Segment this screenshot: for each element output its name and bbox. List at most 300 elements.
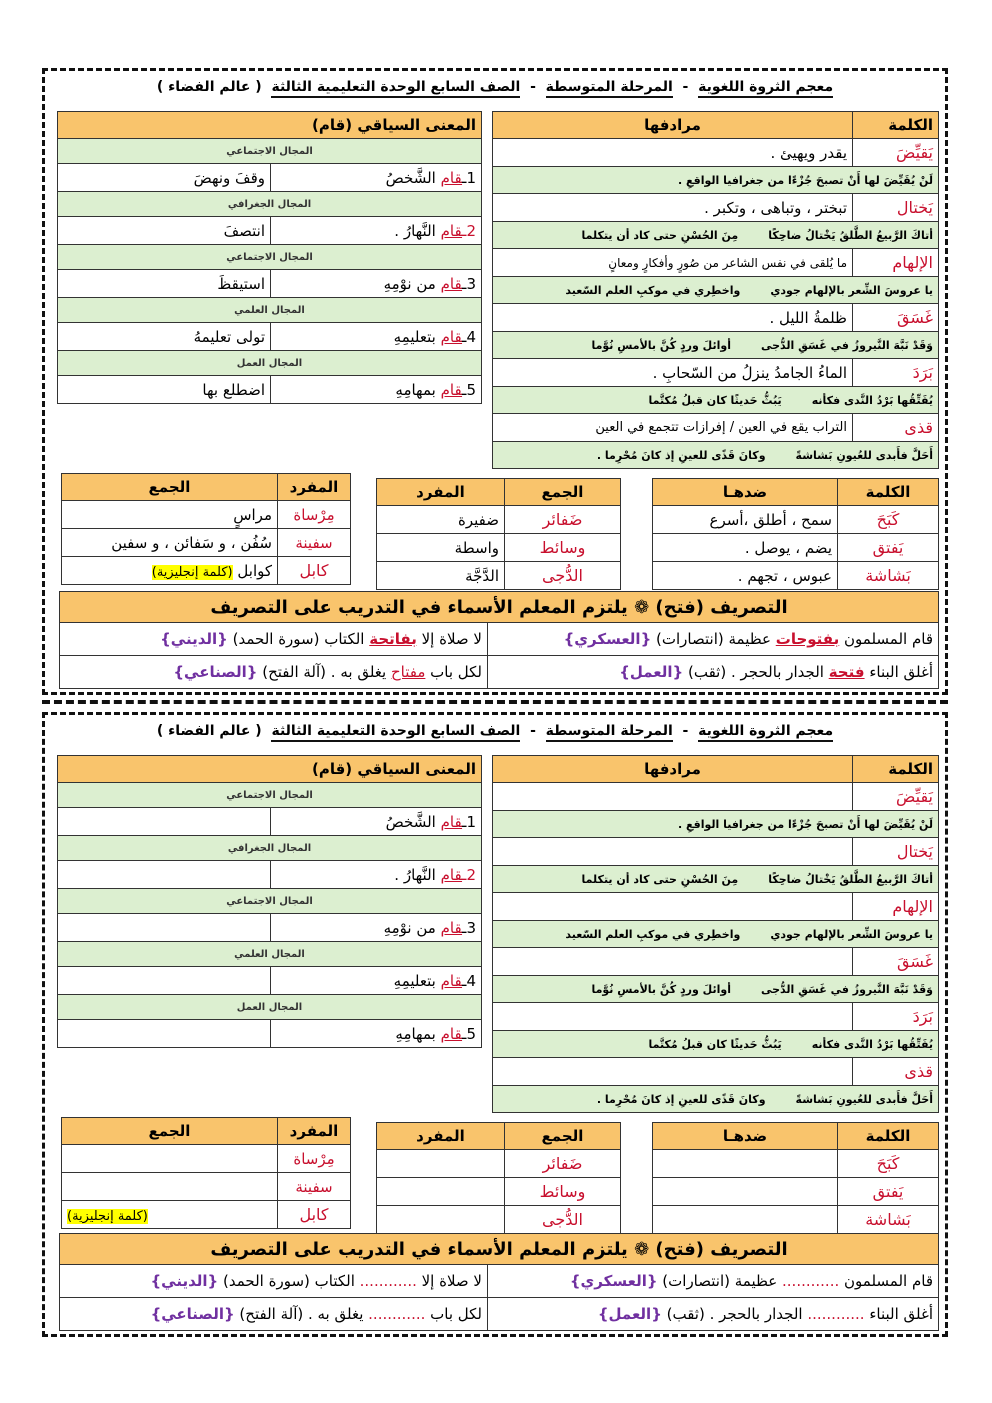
text-span: 3ـ xyxy=(462,918,476,937)
text-span: قام xyxy=(440,380,463,399)
table-cell xyxy=(493,976,939,1003)
text-span: واخطِري في موكبِ العلم السّعيد xyxy=(565,927,741,941)
table-cell xyxy=(62,1201,278,1229)
text-span: مِنَ الحُسْنِ حتى كاد أن يتكلما xyxy=(581,872,739,886)
text-span: {الصناعي} xyxy=(173,663,258,681)
table-cell xyxy=(493,1031,939,1058)
table-cell xyxy=(62,557,278,585)
text-span: النَّهارُ . xyxy=(394,865,441,884)
table-cell: الجمع xyxy=(62,474,278,501)
table-row xyxy=(58,808,482,836)
table-row xyxy=(58,1020,482,1048)
text-span: أَحَلَّ فأَبدى للعُيونِ بَشاشةً xyxy=(795,448,933,462)
text-span: معجم الثروة اللغوية xyxy=(698,723,833,742)
table-row xyxy=(377,479,621,506)
text-span: أوائلَ وردٍ كُنَّ بالأمسِ نُوَّما xyxy=(591,338,731,352)
table-row xyxy=(62,1201,351,1229)
cut-line xyxy=(42,700,948,704)
col-word: الكلمة xyxy=(853,112,939,139)
answer-field[interactable] xyxy=(58,808,271,836)
text-span: الشَّخصُ xyxy=(385,168,441,187)
worksheet-filled xyxy=(42,68,948,695)
table-cell xyxy=(60,1265,488,1298)
context-row xyxy=(58,164,482,192)
text-span: قام xyxy=(440,812,463,831)
table-row xyxy=(58,298,482,323)
table-cell: انتصفَ xyxy=(58,217,271,245)
table-row xyxy=(58,914,482,942)
morph-table xyxy=(59,591,939,689)
context-row xyxy=(58,270,482,298)
answer-field[interactable] xyxy=(493,783,853,811)
worksheet-blank xyxy=(42,712,948,1337)
text-span: يا عروسَ الشِّعر بالإلهام جودي xyxy=(770,283,933,297)
table-cell: مراسٍ xyxy=(62,501,278,529)
text-span: وكانَ قَذًى للعينِ إذ كانَ مُحْرِما . xyxy=(596,448,766,462)
table-row xyxy=(62,557,351,585)
answer-field[interactable] xyxy=(493,1058,853,1086)
table-row xyxy=(653,1123,939,1150)
text-span: 5ـ xyxy=(462,380,476,399)
table-cell xyxy=(493,442,939,469)
text-span: يَبُثُّ حَديثًا كان قبلُ مُكتَّما xyxy=(648,1037,782,1051)
table-cell: وقفَ ونهضَ xyxy=(58,164,271,192)
table-row xyxy=(493,783,939,811)
table-cell: يَقيِّضَ xyxy=(853,783,939,811)
text-span: قام xyxy=(440,1024,463,1043)
table-row xyxy=(58,889,482,914)
table-row xyxy=(493,893,939,921)
text-span: أغلق البناء xyxy=(864,1305,933,1323)
table-cell: الدُّجى xyxy=(505,562,621,590)
text-span: وَقَدْ نَبَّهَ النَّيروزُ في غَسَقِ الدُّجى xyxy=(761,982,933,996)
table-row xyxy=(58,756,482,783)
table-cell xyxy=(271,164,482,192)
table-row xyxy=(62,1118,351,1145)
vocab-row xyxy=(493,359,939,387)
table-row xyxy=(377,1150,621,1178)
table-cell xyxy=(493,222,939,249)
text-span: {العسكري} xyxy=(563,630,652,648)
table-cell: المجال العمل xyxy=(58,351,482,376)
table-cell: يَفتق xyxy=(838,1178,939,1206)
antonyms-table xyxy=(652,478,939,590)
table-cell: الإلهام xyxy=(853,249,939,277)
antonyms-table-blank xyxy=(652,1122,939,1234)
context-row xyxy=(58,323,482,351)
blank-field[interactable]: ............ xyxy=(368,1305,426,1323)
table-cell: ضدهـا xyxy=(653,1123,838,1150)
vocab-row xyxy=(493,414,939,442)
table-row xyxy=(493,948,939,976)
table-cell: المجال العمل xyxy=(58,995,482,1020)
table-cell xyxy=(493,332,939,359)
table-row xyxy=(60,623,939,656)
table-cell: يَقيِّضَ xyxy=(853,139,939,167)
text-span: 4ـ xyxy=(462,971,476,990)
text-span: عظيمة (انتصارات) xyxy=(651,630,776,648)
table-cell: واسطة xyxy=(377,534,505,562)
table-row xyxy=(377,1123,621,1150)
answer-field[interactable] xyxy=(58,861,271,889)
table-row xyxy=(58,112,482,139)
table-cell xyxy=(271,914,482,942)
table-cell: المفرد xyxy=(278,474,351,501)
table-row xyxy=(58,836,482,861)
table-row xyxy=(62,501,351,529)
text-span: أغلق البناء xyxy=(864,663,933,681)
table-cell: مِرْساة xyxy=(278,501,351,529)
table-cell: المجال الاجتماعي xyxy=(58,889,482,914)
table-cell: يضم ، يوصل . xyxy=(653,534,838,562)
text-span: {العسكري} xyxy=(569,1272,658,1290)
sheet-header xyxy=(45,79,945,95)
table-cell: التصريف (فتح) ❁ يلتزم المعلم الأسماء في التدريب على التصريف xyxy=(60,1234,939,1265)
table-cell: بَشاشة xyxy=(838,1206,939,1234)
table-cell: المعنى السياقي (قام) xyxy=(58,756,482,783)
table-cell: المجال الجغرافي xyxy=(58,836,482,861)
text-span: الصف السابع الوحدة التعليمية الثالثة xyxy=(271,723,520,742)
text-span: عظيمة (انتصارات) xyxy=(657,1272,783,1290)
answer-field[interactable] xyxy=(58,1020,271,1048)
text-span: أَحَلَّ فأَبدى للعُيونِ بَشاشةً xyxy=(795,1092,933,1106)
plural-table-blank xyxy=(376,1122,621,1234)
table-row xyxy=(58,245,482,270)
text-span: بمهامِهِ xyxy=(395,380,441,399)
context-row xyxy=(58,217,482,245)
poem-row xyxy=(493,167,939,194)
header-title: معجم الثروة اللغوية xyxy=(698,79,833,98)
answer-field[interactable] xyxy=(62,1145,278,1173)
text-span: قام xyxy=(440,274,463,293)
blank-field[interactable]: ............ xyxy=(359,1272,417,1290)
context-table-blank xyxy=(57,755,482,1048)
table-cell: كابل xyxy=(278,1201,351,1229)
table-row xyxy=(493,866,939,893)
table-row xyxy=(60,656,939,689)
table-cell xyxy=(493,921,939,948)
blank-field[interactable]: ............ xyxy=(807,1305,865,1323)
table-row xyxy=(58,351,482,376)
text-span: لكل باب xyxy=(425,663,482,681)
table-cell: ضَفائر xyxy=(505,506,621,534)
table-cell: المجال الاجتماعي xyxy=(58,139,482,164)
table-cell xyxy=(493,277,939,304)
text-span: كوابل xyxy=(237,561,272,580)
table-cell: مرادفها xyxy=(493,756,853,783)
table-cell: مِرْساة xyxy=(278,1145,351,1173)
text-span: 4ـ xyxy=(462,327,476,346)
text-span: لَنْ يُقَيِّضَ لها أَنْ تصبحَ جُزْءًا من جغرافيا الواقعِ . xyxy=(677,173,933,187)
text-span: مفتاح xyxy=(390,663,426,681)
table-cell xyxy=(60,623,488,656)
text-span: الجدار بالحجر . (ثقب) xyxy=(661,1305,808,1323)
table-cell: بَرَدَ xyxy=(853,1003,939,1031)
table-cell: الدُّجى xyxy=(505,1206,621,1234)
table-row xyxy=(62,1173,351,1201)
table-row xyxy=(493,811,939,838)
answer-field[interactable] xyxy=(493,838,853,866)
table-cell: يَختال xyxy=(853,838,939,866)
table-cell: ما يُلقى في نفس الشاعر من صُورٍ وأفكارٍ ومعانٍ xyxy=(493,249,853,277)
table-cell xyxy=(271,861,482,889)
table-cell: الإلهام xyxy=(853,893,939,921)
table-cell: الدَّجَّة xyxy=(377,562,505,590)
table-row xyxy=(62,529,351,557)
text-span: واخطِري في موكبِ العلم السّعيد xyxy=(565,283,741,297)
text-span: (كلمة إنجليزية) xyxy=(67,1208,148,1224)
text-span: بتعليمِهِ xyxy=(393,327,441,346)
table-row xyxy=(493,756,939,783)
table-cell: عبوس ، تجهم . xyxy=(653,562,838,590)
table-cell: قذى xyxy=(853,1058,939,1086)
text-span: فتحة xyxy=(828,663,865,681)
answer-field[interactable] xyxy=(58,967,271,995)
answer-field[interactable] xyxy=(653,1178,838,1206)
table-cell xyxy=(493,387,939,414)
table-row xyxy=(377,506,621,534)
text-span: يَبُثُّ حَديثًا كان قبلُ مُكتَّما xyxy=(648,393,782,407)
morph-table-blank xyxy=(59,1233,939,1331)
text-span: النَّهارُ . xyxy=(394,221,441,240)
table-cell xyxy=(271,808,482,836)
text-span: يا عروسَ الشِّعر بالإلهام جودي xyxy=(770,927,933,941)
text-span: يغلق به . (آلة الفتح) xyxy=(234,1305,369,1323)
table-cell: بَرَدَ xyxy=(853,359,939,387)
text-span: الكتاب (سورة الحمد) xyxy=(218,1272,360,1290)
text-span: قام المسلمون xyxy=(839,630,933,648)
vocab-table-blank xyxy=(492,755,939,1113)
text-span: لا صلاة إلا xyxy=(416,630,482,648)
table-row xyxy=(60,1234,939,1265)
table-row xyxy=(62,474,351,501)
table-cell xyxy=(493,866,939,893)
poem-row xyxy=(493,387,939,414)
table-cell: الجمع xyxy=(505,479,621,506)
text-span: - xyxy=(530,723,536,739)
answer-field[interactable] xyxy=(62,1173,278,1201)
text-span: 2ـ xyxy=(462,865,476,884)
table-cell: تبختر ، وتباهى ، وتكبر . xyxy=(493,194,853,222)
table-row xyxy=(60,1265,939,1298)
text-span: أوائلَ وردٍ كُنَّ بالأمسِ نُوَّما xyxy=(591,982,731,996)
text-span: قام xyxy=(440,865,463,884)
table-row xyxy=(493,1003,939,1031)
text-span: 2ـ xyxy=(462,221,476,240)
table-cell: يقدر ويهيئ . xyxy=(493,139,853,167)
table-cell: ضَفائر xyxy=(505,1150,621,1178)
table-cell xyxy=(271,1020,482,1048)
table-cell: وسائط xyxy=(505,534,621,562)
blank-field[interactable]: ............ xyxy=(782,1272,840,1290)
answer-field[interactable] xyxy=(493,893,853,921)
table-cell xyxy=(271,270,482,298)
table-cell: المفرد xyxy=(278,1118,351,1145)
table-row xyxy=(493,838,939,866)
text-span: مِنَ الحُسْنِ حتى كاد أن يتكلما xyxy=(581,228,739,242)
text-span: لكل باب xyxy=(425,1305,482,1323)
text-span: {الديني} xyxy=(150,1272,219,1290)
vocab-row xyxy=(493,304,939,332)
vocab-row xyxy=(493,249,939,277)
answer-field[interactable] xyxy=(653,1206,838,1234)
table-row xyxy=(493,1031,939,1058)
table-row xyxy=(653,1178,939,1206)
text-span: 1ـ xyxy=(462,812,476,831)
table-cell: المفرد xyxy=(377,479,505,506)
table-cell: سمح ، أطلق ،أسرع xyxy=(653,506,838,534)
text-span: بتعليمِهِ xyxy=(393,971,441,990)
table-cell xyxy=(271,967,482,995)
table-row xyxy=(62,1145,351,1173)
table-row xyxy=(653,1206,939,1234)
table-row xyxy=(377,562,621,590)
table-cell: اضطلع بها xyxy=(58,376,271,404)
singular-table-blank xyxy=(61,1117,351,1229)
table-cell: استيقظَ xyxy=(58,270,271,298)
table-cell: ضدهـا xyxy=(653,479,838,506)
table-cell: كابل xyxy=(278,557,351,585)
text-span: بفتوحات xyxy=(775,630,840,648)
text-span: قام xyxy=(440,221,463,240)
poem-row xyxy=(493,442,939,469)
morph-title: التصريف (فتح) ❁ يلتزم المعلم الأسماء في التدريب على التصريف xyxy=(60,592,939,623)
text-span: يغلق به . (آلة الفتح) xyxy=(257,663,391,681)
table-row xyxy=(653,506,939,534)
text-span: من نوْمِهِ xyxy=(383,918,441,937)
table-cell: ظلمةُ الليل . xyxy=(493,304,853,332)
table-cell: المفرد xyxy=(377,1123,505,1150)
answer-field[interactable] xyxy=(377,1150,505,1178)
text-span: {العمل} xyxy=(619,663,684,681)
table-row xyxy=(493,921,939,948)
answer-field[interactable] xyxy=(377,1178,505,1206)
vocab-row xyxy=(493,194,939,222)
table-cell xyxy=(60,656,488,689)
table-cell xyxy=(60,1298,488,1331)
table-cell: يَختال xyxy=(853,194,939,222)
text-span: قام المسلمون xyxy=(839,1272,933,1290)
table-cell: الجمع xyxy=(62,1118,278,1145)
text-span: قام xyxy=(440,918,463,937)
table-cell: التراب يقع في العين / إفرازات تتجمع في العين xyxy=(493,414,853,442)
table-row xyxy=(493,1058,939,1086)
text-span: بمهامِهِ xyxy=(395,1024,441,1043)
text-span: وَقَدْ نَبَّهَ النَّيروزُ في غَسَقِ الدُّجى xyxy=(761,338,933,352)
table-cell xyxy=(271,217,482,245)
table-row xyxy=(58,942,482,967)
table-cell: المجال العلمي xyxy=(58,298,482,323)
text-span: يُفَتِّقُها بَرْدُ النَّدى فكأنه xyxy=(811,1037,933,1051)
table-cell: سُفُن ، و سَفائن ، و سفين xyxy=(62,529,278,557)
text-span: أتاكَ الرَّبيعُ الطَّلقُ يَخْتالُ ضاحِكًا xyxy=(768,872,933,886)
table-cell: الكلمة xyxy=(838,479,939,506)
text-span: 3ـ xyxy=(462,274,476,293)
answer-field[interactable] xyxy=(493,1003,853,1031)
text-span: 1ـ xyxy=(462,168,476,187)
poem-row xyxy=(493,332,939,359)
context-row xyxy=(58,376,482,404)
table-cell: المجال الجغرافي xyxy=(58,192,482,217)
text-span: من نوْمِهِ xyxy=(383,274,441,293)
text-span: الجدار بالحجر . (ثقب) xyxy=(683,663,829,681)
header-stage: المرحلة المتوسطة xyxy=(546,79,673,98)
table-cell: الماءُ الجامدُ ينزلُ من السّحابِ . xyxy=(493,359,853,387)
table-cell xyxy=(488,1298,939,1331)
table-cell xyxy=(493,811,939,838)
table-row xyxy=(653,479,939,506)
table-row xyxy=(653,1150,939,1178)
table-cell: كَبَحَ xyxy=(838,1150,939,1178)
table-row xyxy=(493,976,939,1003)
table-cell: غَسَقَ xyxy=(853,304,939,332)
table-cell: تولى تعليمهُ xyxy=(58,323,271,351)
context-table xyxy=(57,111,482,404)
table-cell xyxy=(493,167,939,194)
text-span: 5ـ xyxy=(462,1024,476,1043)
table-cell: المجال الاجتماعي xyxy=(58,783,482,808)
table-cell: المجال الاجتماعي xyxy=(58,245,482,270)
vocab-row xyxy=(493,139,939,167)
table-row xyxy=(58,861,482,889)
text-span: - xyxy=(530,79,536,95)
text-span: لا صلاة إلا xyxy=(416,1272,482,1290)
text-span: بفاتحة xyxy=(369,630,417,648)
table-row xyxy=(58,783,482,808)
table-row xyxy=(493,1086,939,1113)
singular-table xyxy=(61,473,351,585)
table-cell: المجال العلمي xyxy=(58,942,482,967)
header-unit: ( عالم الفضاء ) xyxy=(156,79,262,95)
answer-field[interactable] xyxy=(377,1206,505,1234)
text-span: الكتاب (سورة الحمد) xyxy=(227,630,370,648)
text-span: قام xyxy=(440,971,463,990)
table-row xyxy=(653,562,939,590)
text-span: {الصناعي} xyxy=(150,1305,235,1323)
text-span: لَنْ يُقَيِّضَ لها أَنْ تصبحَ جُزْءًا من جغرافيا الواقعِ . xyxy=(677,817,933,831)
text-span: قام xyxy=(440,168,463,187)
table-row xyxy=(58,139,482,164)
plural-table xyxy=(376,478,621,590)
answer-field[interactable] xyxy=(653,1150,838,1178)
table-cell: الكلمة xyxy=(853,756,939,783)
answer-field[interactable] xyxy=(493,948,853,976)
table-cell: سفينة xyxy=(278,529,351,557)
table-cell: سفينة xyxy=(278,1173,351,1201)
col-synonym: مرادفها xyxy=(493,112,853,139)
answer-field[interactable] xyxy=(58,914,271,942)
text-span: الشَّخصُ xyxy=(385,812,441,831)
table-row xyxy=(58,967,482,995)
sheet-header xyxy=(45,723,945,739)
table-row xyxy=(60,592,939,623)
table-cell xyxy=(488,656,939,689)
table-row xyxy=(377,1206,621,1234)
table-cell: كَبَحَ xyxy=(838,506,939,534)
table-cell xyxy=(271,323,482,351)
table-cell: بَشاشة xyxy=(838,562,939,590)
context-header: المعنى السياقي (قام) xyxy=(58,112,482,139)
text-span: ( عالم الفضاء ) xyxy=(156,723,262,739)
table-row xyxy=(377,534,621,562)
table-cell: ضفيرة xyxy=(377,506,505,534)
table-cell xyxy=(488,1265,939,1298)
vocab-table xyxy=(492,111,939,469)
table-cell: وسائط xyxy=(505,1178,621,1206)
text-span: - xyxy=(682,79,689,95)
text-span: - xyxy=(682,723,689,739)
table-row xyxy=(58,192,482,217)
